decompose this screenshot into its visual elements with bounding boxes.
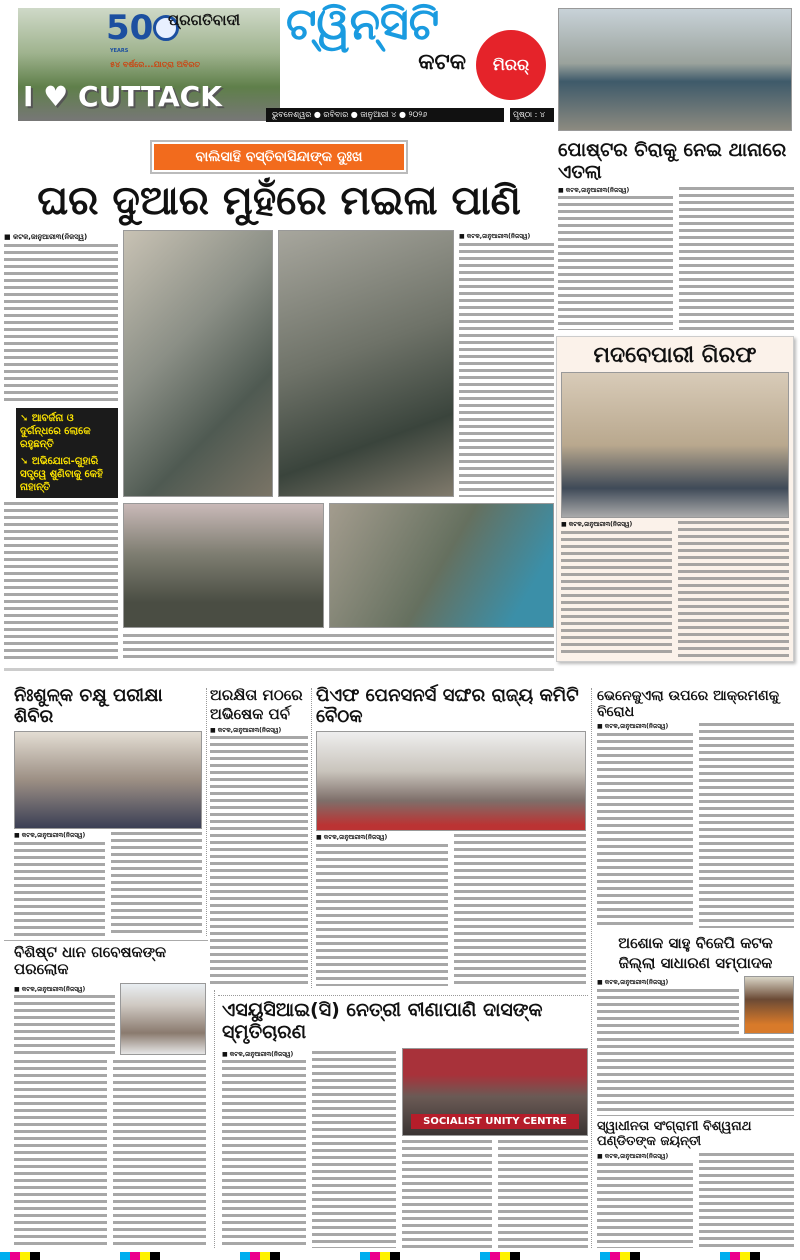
divider xyxy=(4,940,208,941)
ashok-portrait xyxy=(744,976,794,1034)
arrest-dateline: ■ କଟକ,ଜାନୁଆରୀ୩(ନିଜସ୍ୱ) xyxy=(561,521,633,529)
article-body xyxy=(316,844,448,986)
eye-camp-headline: ନିଃଶୁଳ୍କ ଚକ୍ଷୁ ପରୀକ୍ଷା ଶିବିର xyxy=(14,685,163,727)
lead-dateline: ■ କଟକ,ଜାନୁଆରୀ୩(ନିଜସ୍ୱ) xyxy=(4,233,88,241)
divider xyxy=(206,688,207,936)
article-body xyxy=(222,1060,306,1248)
lead-headline: ଘର ଦୁଆର ମୁହଁରେ ମଇଳା ପାଣି xyxy=(37,178,521,224)
eye-camp-story xyxy=(14,686,202,936)
article-body xyxy=(123,634,554,662)
poster-story xyxy=(558,140,794,330)
divider xyxy=(214,990,215,1248)
venezuela-dateline: ■ କଟକ,ଜାନୁଆରୀ୩(ନିଜସ୍ୱ) xyxy=(597,723,669,731)
article-body xyxy=(402,1140,492,1248)
article-body xyxy=(597,989,739,1034)
photo-sign-text: I ♥ CUTTACK xyxy=(23,80,222,113)
lead-photo-area xyxy=(123,230,554,662)
eye-camp-photo xyxy=(14,731,202,829)
article-body xyxy=(679,187,794,330)
divider xyxy=(4,668,554,671)
article-body xyxy=(454,834,586,986)
highlight-item: ➘ ଅଭିଯୋଗ-ଗୁହାରି ସତ୍ତ୍ୱେ ଶୁଣିବାକୁ କେହି ନାହାନ୍ତି xyxy=(20,456,103,494)
suci-event-photo xyxy=(402,1048,588,1136)
suci-headline: ଏସୟୁସିଆଇ(ସି) ନେତ୍ରୀ ବୀଣାପାଣି ଦାସଙ୍କ ସ୍ମୃତିଚାରଣ xyxy=(222,999,543,1043)
biswanath-dateline: ■ କଟକ,ଜାନୁଆରୀ୩(ନିଜସ୍ୱ) xyxy=(597,1152,669,1160)
suci-banner-text: SOCIALIST UNITY CENTRE xyxy=(411,1114,579,1129)
ashok-story xyxy=(597,934,794,1116)
ashok-dateline: ■ କଟକ,ଜାନୁଆରୀ୩(ନିଜସ୍ୱ) xyxy=(597,979,669,986)
article-body xyxy=(14,995,115,1054)
dirty-water-photo xyxy=(123,503,324,628)
masthead-title-block xyxy=(286,0,466,106)
abhisheka-dateline: ■ କଟକ,ଜାନୁଆରୀ୩(ନିଜସ୍ୱ) xyxy=(210,726,282,734)
article-body xyxy=(14,1060,107,1249)
biswanath-headline: ସ୍ୱାଧୀନତା ସଂଗ୍ରାମୀ ବିଶ୍ୱନାଥ ପଣ୍ଡିତଙ୍କ ଜୟନ୍ତୀ xyxy=(597,1119,752,1149)
abhisheka-headline: ଅରକ୍ଷିତା ମଠରେ ଅଭିଷେକ ପର୍ବ xyxy=(210,686,303,723)
article-body xyxy=(597,733,693,928)
abhisheka-story xyxy=(210,686,308,988)
venezuela-headline: ଭେନେଜୁଏଲା ଉପରେ ଆକ୍ରମଣକୁ ବିରୋଧ xyxy=(597,688,780,721)
article-body xyxy=(561,531,672,657)
obituary-dateline: ■ କଟକ,ଜାନୁଆରୀ୩(ନିଜସ୍ୱ) xyxy=(14,985,86,993)
publisher-name: ପ୍ରଗତିବାଦୀ xyxy=(168,11,241,29)
suci-dateline: ■ କଟକ,ଜାନୁଆରୀ୩(ନିଜସ୍ୱ) xyxy=(222,1050,294,1058)
article-body xyxy=(14,842,105,936)
article-body xyxy=(558,196,673,330)
date-bar: ଭୁବନେଶ୍ୱର ● ରବିବାର ● ଜାନୁଆରୀ ୪ ● ୨୦୨୬ xyxy=(266,108,504,122)
article-body xyxy=(4,244,118,404)
arrest-box xyxy=(556,336,794,662)
highlight-box xyxy=(16,408,118,498)
article-body xyxy=(678,521,789,657)
obituary-headline: ବିଶିଷ୍ଟ ଧାନ ଗବେଷକଙ୍କ ପରଲୋକ xyxy=(14,943,167,979)
lead-kicker: ବାଲିସାହି ବସ୍ତିବାସିନ୍ଦାଙ୍କ ଦୁଃଖ xyxy=(154,144,404,170)
pensioners-meeting-photo xyxy=(316,731,586,831)
obituary-portrait xyxy=(120,983,206,1055)
drain-photo xyxy=(278,230,454,497)
truck-photo xyxy=(558,8,792,131)
poster-headline: ପୋଷ୍ଟର ଚିରାକୁ ନେଇ ଥାନାରେ ଏତଲା xyxy=(558,139,787,183)
masthead xyxy=(0,0,555,128)
masthead-title: ଟ୍ୱିନ୍‌ସିଟି xyxy=(286,0,440,50)
article-body xyxy=(459,243,554,497)
lead-story xyxy=(4,140,554,662)
arrest-photo xyxy=(561,372,789,518)
ashok-headline: ଅଶୋକ ସାହୁ ବିଜେପି କଟକ ଜିଲ୍ଲା ସାଧାରଣ ସମ୍ପାଦକ xyxy=(618,934,773,972)
obituary-story xyxy=(14,944,206,1248)
eye-camp-dateline: ■ କଟକ,ଜାନୁଆରୀ୩(ନିଜସ୍ୱ) xyxy=(14,832,86,840)
suci-story xyxy=(222,1000,588,1248)
biswanath-story xyxy=(597,1120,794,1248)
waterlogged-lane-photo xyxy=(123,230,273,497)
broken-pipe-photo xyxy=(329,503,554,628)
mirror-badge: ମିରର୍ xyxy=(476,30,546,100)
article-body xyxy=(699,723,795,928)
pensioners-story xyxy=(316,686,586,986)
article-body xyxy=(498,1140,588,1248)
article-body xyxy=(699,1153,795,1248)
lead-body xyxy=(4,230,554,662)
color-registration-bar xyxy=(0,1252,800,1260)
cuttack-sign-photo: I ♥ CUTTACK 50 YEARS ୫୪ ବର୍ଷରେ...ଯାତ୍ରା ଅବିରତ ପ୍ରଗତିବାଦୀ xyxy=(18,8,280,121)
arrest-headline: ମଦବେପାରୀ ଗିରଫ xyxy=(593,343,757,368)
lead-left-column xyxy=(4,230,118,662)
divider xyxy=(311,688,312,988)
anniversary-logo: 50 xyxy=(106,11,179,45)
lead-dateline-2: ■ କଟକ,ଜାନୁଆରୀ୩(ନିଜସ୍ୱ) xyxy=(459,233,531,240)
article-body xyxy=(597,1038,794,1116)
pensioners-headline: ପିଏଫ ପେନସନର୍ସ ସଙ୍ଘର ରାଜ୍ୟ କମିଟି ବୈଠକ xyxy=(316,685,579,727)
article-body xyxy=(210,736,308,988)
pensioners-dateline: ■ କଟକ,ଜାନୁଆରୀ୩(ନିଜସ୍ୱ) xyxy=(316,834,388,842)
article-body xyxy=(597,1163,693,1248)
article-body xyxy=(312,1051,396,1248)
article-body xyxy=(113,1060,206,1249)
article-body xyxy=(4,502,118,662)
city-name: କଟକ xyxy=(418,49,466,75)
highlight-item: ➘ ଆବର୍ଜନା ଓ ଦୁର୍ଗନ୍ଧରେ ଲୋକେ ରହୁଛନ୍ତି xyxy=(20,413,91,451)
venezuela-story xyxy=(597,688,794,928)
article-body xyxy=(111,832,202,936)
page-number: ପୃଷ୍ଠା : ୪ xyxy=(510,108,554,122)
divider xyxy=(218,995,588,996)
divider xyxy=(591,688,592,1248)
poster-dateline: ■ କଟକ,ଜାନୁଆରୀ୩(ନିଜସ୍ୱ) xyxy=(558,186,630,194)
